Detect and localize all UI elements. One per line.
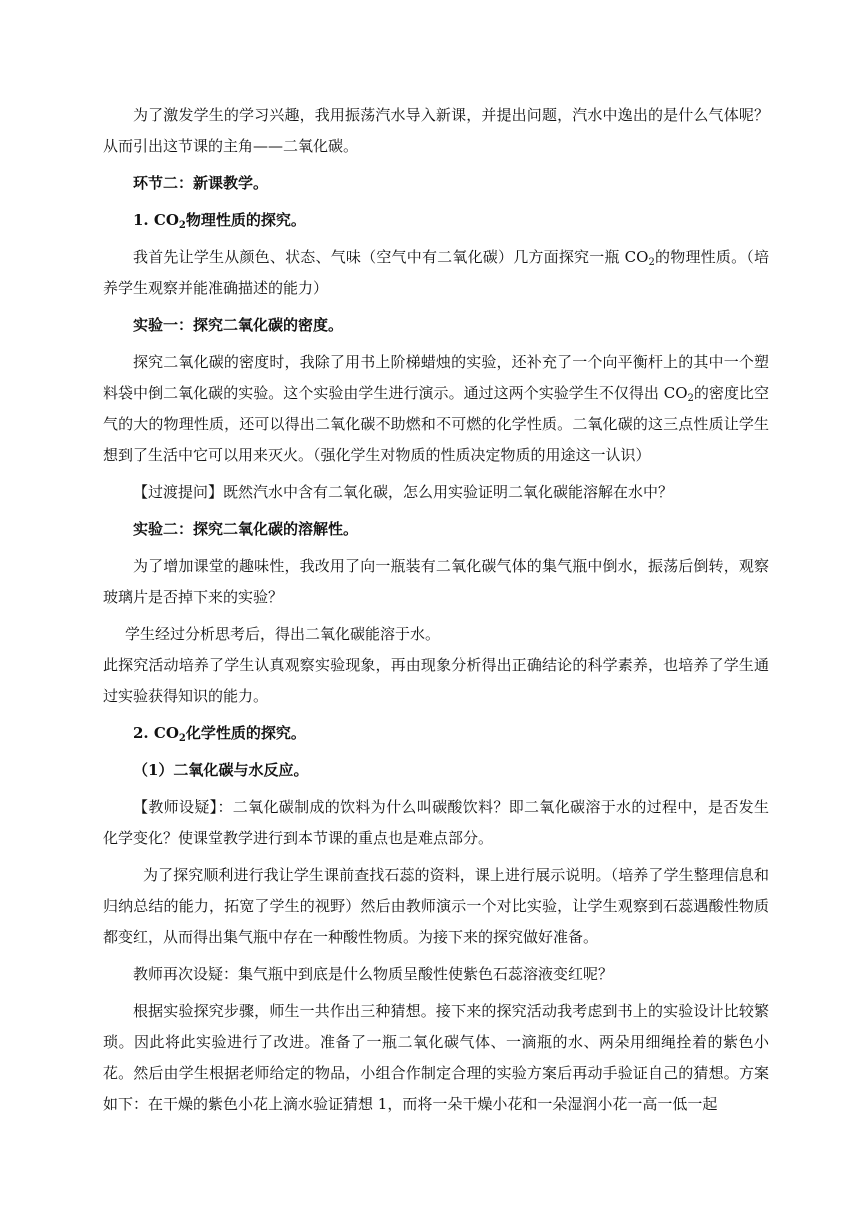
heading-experiment-solubility: 实验二：探究二氧化碳的溶解性。 <box>133 520 359 538</box>
document-page <box>103 100 769 1120</box>
heading-physical-properties: 1. $CO_2$物理性质的探究。 <box>133 211 306 231</box>
paragraph-transition-question: 【过渡提问】既然汽水中含有二氧化碳，怎么用实验证明二氧化碳能溶解在水中？ <box>133 483 674 501</box>
paragraph-hypotheses: 根据实验探究步骤，师生一共作出三种猜想。接下来的探究活动我考虑到书上的实验设计比较繁琐。因此将此实验进行了改进。准备了一瓶二氧化碳气体、一滴瓶的水、两朵用细绳拴着的紫色小花。然后由学生根据老师给定的物品，小组合作制定合理的实验方案后再动手验证自己的猜想。方案如下：在干燥的紫色小花上滴水验证猜想 1，而将一朵干燥小花和一朵湿润小花一高一低一起 <box>103 1002 769 1113</box>
paragraph-solubility-value: 此探究活动培养了学生认真观察实验现象，再由现象分析得出正确结论的科学素养，也培养了学生通过实验获得知识的能力。 <box>103 656 769 705</box>
heading-experiment-density: 实验一：探究二氧化碳的密度。 <box>133 316 344 334</box>
paragraph-teacher-question-again: 教师再次设疑：集气瓶中到底是什么物质呈酸性使紫色石蕊溶液变红呢？ <box>133 965 614 983</box>
paragraph-intro: 为了激发学生的学习兴趣，我用振荡汽水导入新课，并提出问题，汽水中逸出的是什么气体呢？从而引出这节课的主角——二氧化碳。 <box>103 106 769 155</box>
paragraph-physical-explore: 我首先让学生从颜色、状态、气味（空气中有二氧化碳）几方面探究一瓶 $CO_2$的物理性质。（培养学生观察并能准确描述的能力） <box>103 248 769 297</box>
heading-chemical-properties: 2. $CO_2$化学性质的探究。 <box>133 724 306 744</box>
paragraph-density: 探究二氧化碳的密度时，我除了用书上阶梯蜡烛的实验，还补充了一个向平衡杆上的其中一个塑料袋中倒二氧化碳的实验。这个实验由学生进行演示。通过这两个实验学生不仅得出 $CO_2$的密度比空气的大的物理性质，还可以得出二氧化碳不助燃和不可燃的化学性质。二氧化碳的这三点性质让学生想到了生活中它可以用来灭火。（强化学生对物质的性质决定物质的用途这一认识） <box>103 353 769 464</box>
paragraph-teacher-question: 【教师设疑】：二氧化碳制成的饮料为什么叫碳酸饮料？即二氧化碳溶于水的过程中，是否发生化学变化？使课堂教学进行到本节课的重点也是难点部分。 <box>103 798 769 847</box>
paragraph-litmus: 为了探究顺利进行我让学生课前查找石蕊的资料，课上进行展示说明。（培养了学生整理信息和归纳总结的能力，拓宽了学生的视野）然后由教师演示一个对比实验，让学生观察到石蕊遇酸性物质都变红，从而得出集气瓶中存在一种酸性物质。为接下来的探究做好准备。 <box>103 866 769 946</box>
paragraph-solubility: 为了增加课堂的趣味性，我改用了向一瓶装有二氧化碳气体的集气瓶中倒水，振荡后倒转，观察玻璃片是否掉下来的实验？ <box>103 557 769 606</box>
section-heading-new-lesson: 环节二：新课教学。 <box>133 174 269 192</box>
paragraph-solubility-conclusion: 学生经过分析思考后，得出二氧化碳能溶于水。 <box>125 625 441 643</box>
heading-co2-water-reaction: （1）二氧化碳与水反应。 <box>133 761 309 779</box>
